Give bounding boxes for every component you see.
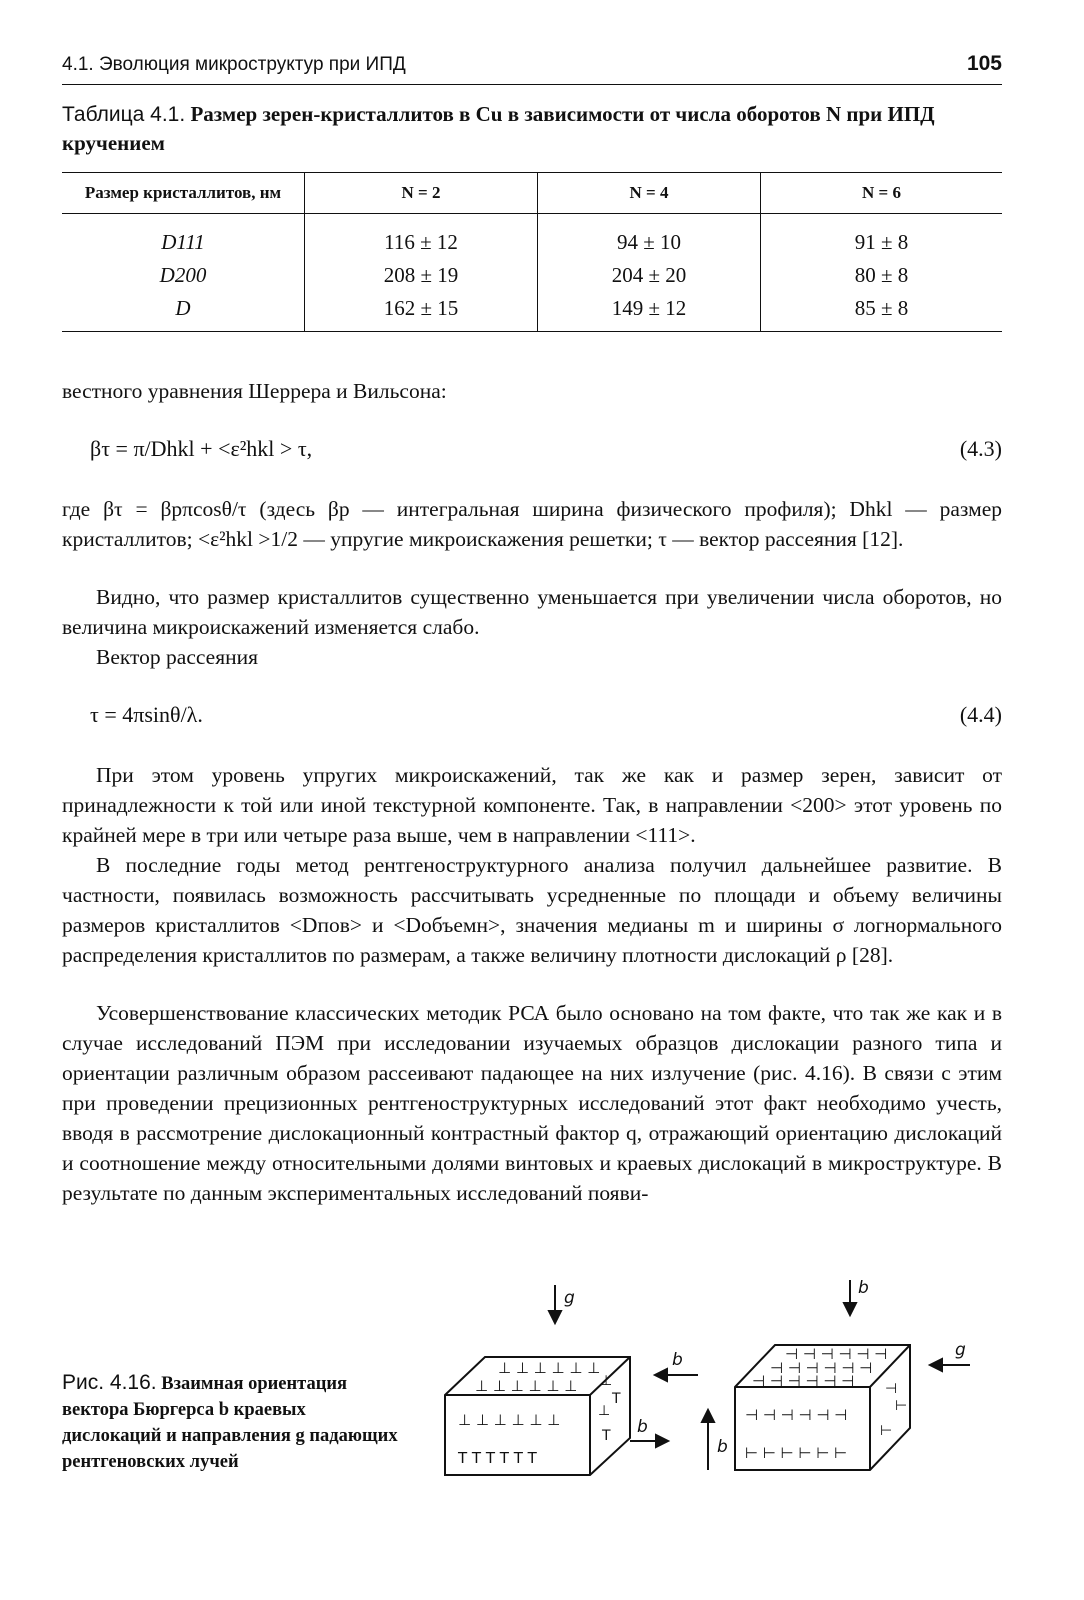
table-cell: 116 ± 12 (305, 214, 538, 260)
crystallite-size-table (62, 172, 1002, 332)
paragraph-seen: Видно, что размер кристаллитов существенно уменьшается при увеличении числа оборотов, но величина микроискажений изменяется слабо. (62, 585, 1002, 639)
equation-number: (4.3) (959, 436, 1002, 461)
table-header-row (62, 173, 1002, 214)
dislocation-side-symbol: T (612, 1391, 621, 1407)
paragraph-where: где βτ = βpπcosθ/τ (здесь βp — интегральная ширина физического профиля); Dhkl — размер кристаллитов; <ε²hkl >1/2 — упругие микроискажения решетки; τ — вектор рассеяния [12]. (62, 497, 1002, 551)
table-header-cell: N = 6 (761, 173, 1003, 214)
figure-caption (62, 1370, 407, 1475)
dislocation-side-symbol: ⊥ (600, 1373, 613, 1389)
dislocation-row: ⊥ ⊥ ⊥ ⊥ ⊥ ⊥ (498, 1359, 601, 1377)
label-g: g (564, 1288, 575, 1308)
table-row (62, 292, 1002, 332)
b-arrow-right-head (844, 1303, 856, 1315)
table-cell: 204 ± 20 (538, 259, 761, 292)
equation-number: (4.4) (959, 702, 1002, 727)
dislocation-row: ⊢ ⊢ ⊢ ⊢ ⊢ ⊢ (745, 1444, 848, 1462)
dislocation-row: ⊣ ⊣ ⊣ ⊣ ⊣ ⊣ (785, 1345, 888, 1363)
table-cell: 80 ± 8 (761, 259, 1003, 292)
dislocation-side-symbol: ⊣ (885, 1381, 898, 1397)
g-arrow-left-head (549, 1311, 561, 1323)
table-cell: 162 ± 15 (305, 292, 538, 332)
label-g: g (955, 1340, 966, 1360)
figure-caption-text: Взаимная ориентация вектора Бюргерса b краевых дислокаций и направления g падающих рентгеновских лучей (62, 1374, 398, 1472)
table-cell: 94 ± 10 (538, 214, 761, 260)
page-number: 105 (966, 52, 1002, 75)
header-rule (62, 84, 1002, 85)
label-b: b (858, 1278, 869, 1298)
table-row-label: D (62, 292, 305, 332)
dislocation-row: ⊣ ⊣ ⊣ ⊣ ⊣ ⊣ (770, 1359, 873, 1377)
paragraph-recent: В последние годы метод рентгеноструктурного анализа получил дальнейшее развитие. В частности, появилась возможность рассчитывать усредненные по площади и объему величины размеров кристаллитов <Dпов> и <Dобъемн>, значения медианы m и ширины σ логнормального распределения кристаллитов по размерам, а также величину плотности дислокаций ρ [28]. (62, 853, 1002, 967)
table-cell: 85 ± 8 (761, 292, 1003, 332)
paragraph-vector: Вектор рассеяния (96, 645, 259, 669)
b-arrow-left-bottom-head (656, 1435, 668, 1447)
table-header-cell: N = 4 (538, 173, 761, 214)
paragraph-improve: Усовершенствование классических методик РСА было основано на том факте, что так же как и в случае исследований ПЭМ при исследовании изучаемых образцов дислокации разного типа и ориентации различным образом рассеивают падающее на них излучение (рис. 4.16). В связи с этим при проведении прецизионных рентгеноструктурных исследований этот факт необходимо учесть, вводя в рассмотрение дислокационный контрастный фактор q, отражающий ориентацию дислокаций и соотношение между относительными долями винтовых и краевых дислокаций в микроструктуре. В результате по данным экспериментальных исследований появи- (62, 1001, 1002, 1205)
dislocation-row: T T T T T T (458, 1449, 537, 1467)
table-row (62, 214, 1002, 260)
paragraph-level: При этом уровень упругих микроискажений, так же как и размер зерен, зависит от принадлежности к той или иной текстурной компоненте. Так, в направлении <200> этот уровень по крайней мере в три или четыре раза выше, чем в направлении <111>. (62, 763, 1002, 847)
figure-caption-prefix: Рис. 4.16. (62, 1371, 157, 1394)
dislocation-side-symbol: ⊥ (598, 1403, 611, 1419)
table-caption-prefix: Таблица 4.1. (62, 103, 186, 126)
table-header-cell: N = 2 (305, 173, 538, 214)
equation-4-3: βτ = π/Dhkl + <ε²hkl > τ, (90, 436, 313, 461)
dislocation-side-symbol: ⊢ (880, 1423, 893, 1439)
dislocation-row: ⊣ ⊣ ⊣ ⊣ ⊣ ⊣ (745, 1406, 848, 1424)
table-cell: 149 ± 12 (538, 292, 761, 332)
table-row-label: D111 (161, 230, 205, 254)
table-row-label: D200 (159, 263, 207, 287)
b-arrow-right-left-head (702, 1410, 714, 1422)
label-b: b (717, 1437, 728, 1457)
table-cell: 208 ± 19 (305, 259, 538, 292)
dislocation-side-symbol: T (602, 1428, 611, 1444)
burgers-vector-figure (430, 1275, 990, 1480)
dislocation-row: ⊣ ⊣ ⊣ ⊣ ⊣ ⊣ (752, 1372, 855, 1390)
dislocation-row: ⊥ ⊥ ⊥ ⊥ ⊥ ⊥ (458, 1411, 561, 1429)
equation-4-4: τ = 4πsinθ/λ. (90, 702, 203, 727)
dislocation-row: ⊥ ⊥ ⊥ ⊥ ⊥ ⊥ (475, 1377, 578, 1395)
table-caption-title: Размер зерен-кристаллитов в Cu в зависимости от числа оборотов N при ИПД кручением (62, 102, 935, 155)
table-cell: 91 ± 8 (761, 214, 1003, 260)
table-header-cell: Размер кристаллитов, нм (62, 173, 305, 214)
b-arrow-left-top-head (655, 1369, 667, 1381)
table-row (62, 259, 1002, 292)
label-b: b (637, 1417, 648, 1437)
dislocation-side-symbol: ⊢ (895, 1398, 908, 1414)
g-arrow-right-head (930, 1359, 942, 1371)
paragraph-lead: вестного уравнения Шеррера и Вильсона: (62, 379, 447, 403)
running-header-title: 4.1. Эволюция микроструктур при ИПД (62, 54, 406, 75)
table-caption (62, 100, 1002, 157)
label-b: b (672, 1350, 683, 1370)
